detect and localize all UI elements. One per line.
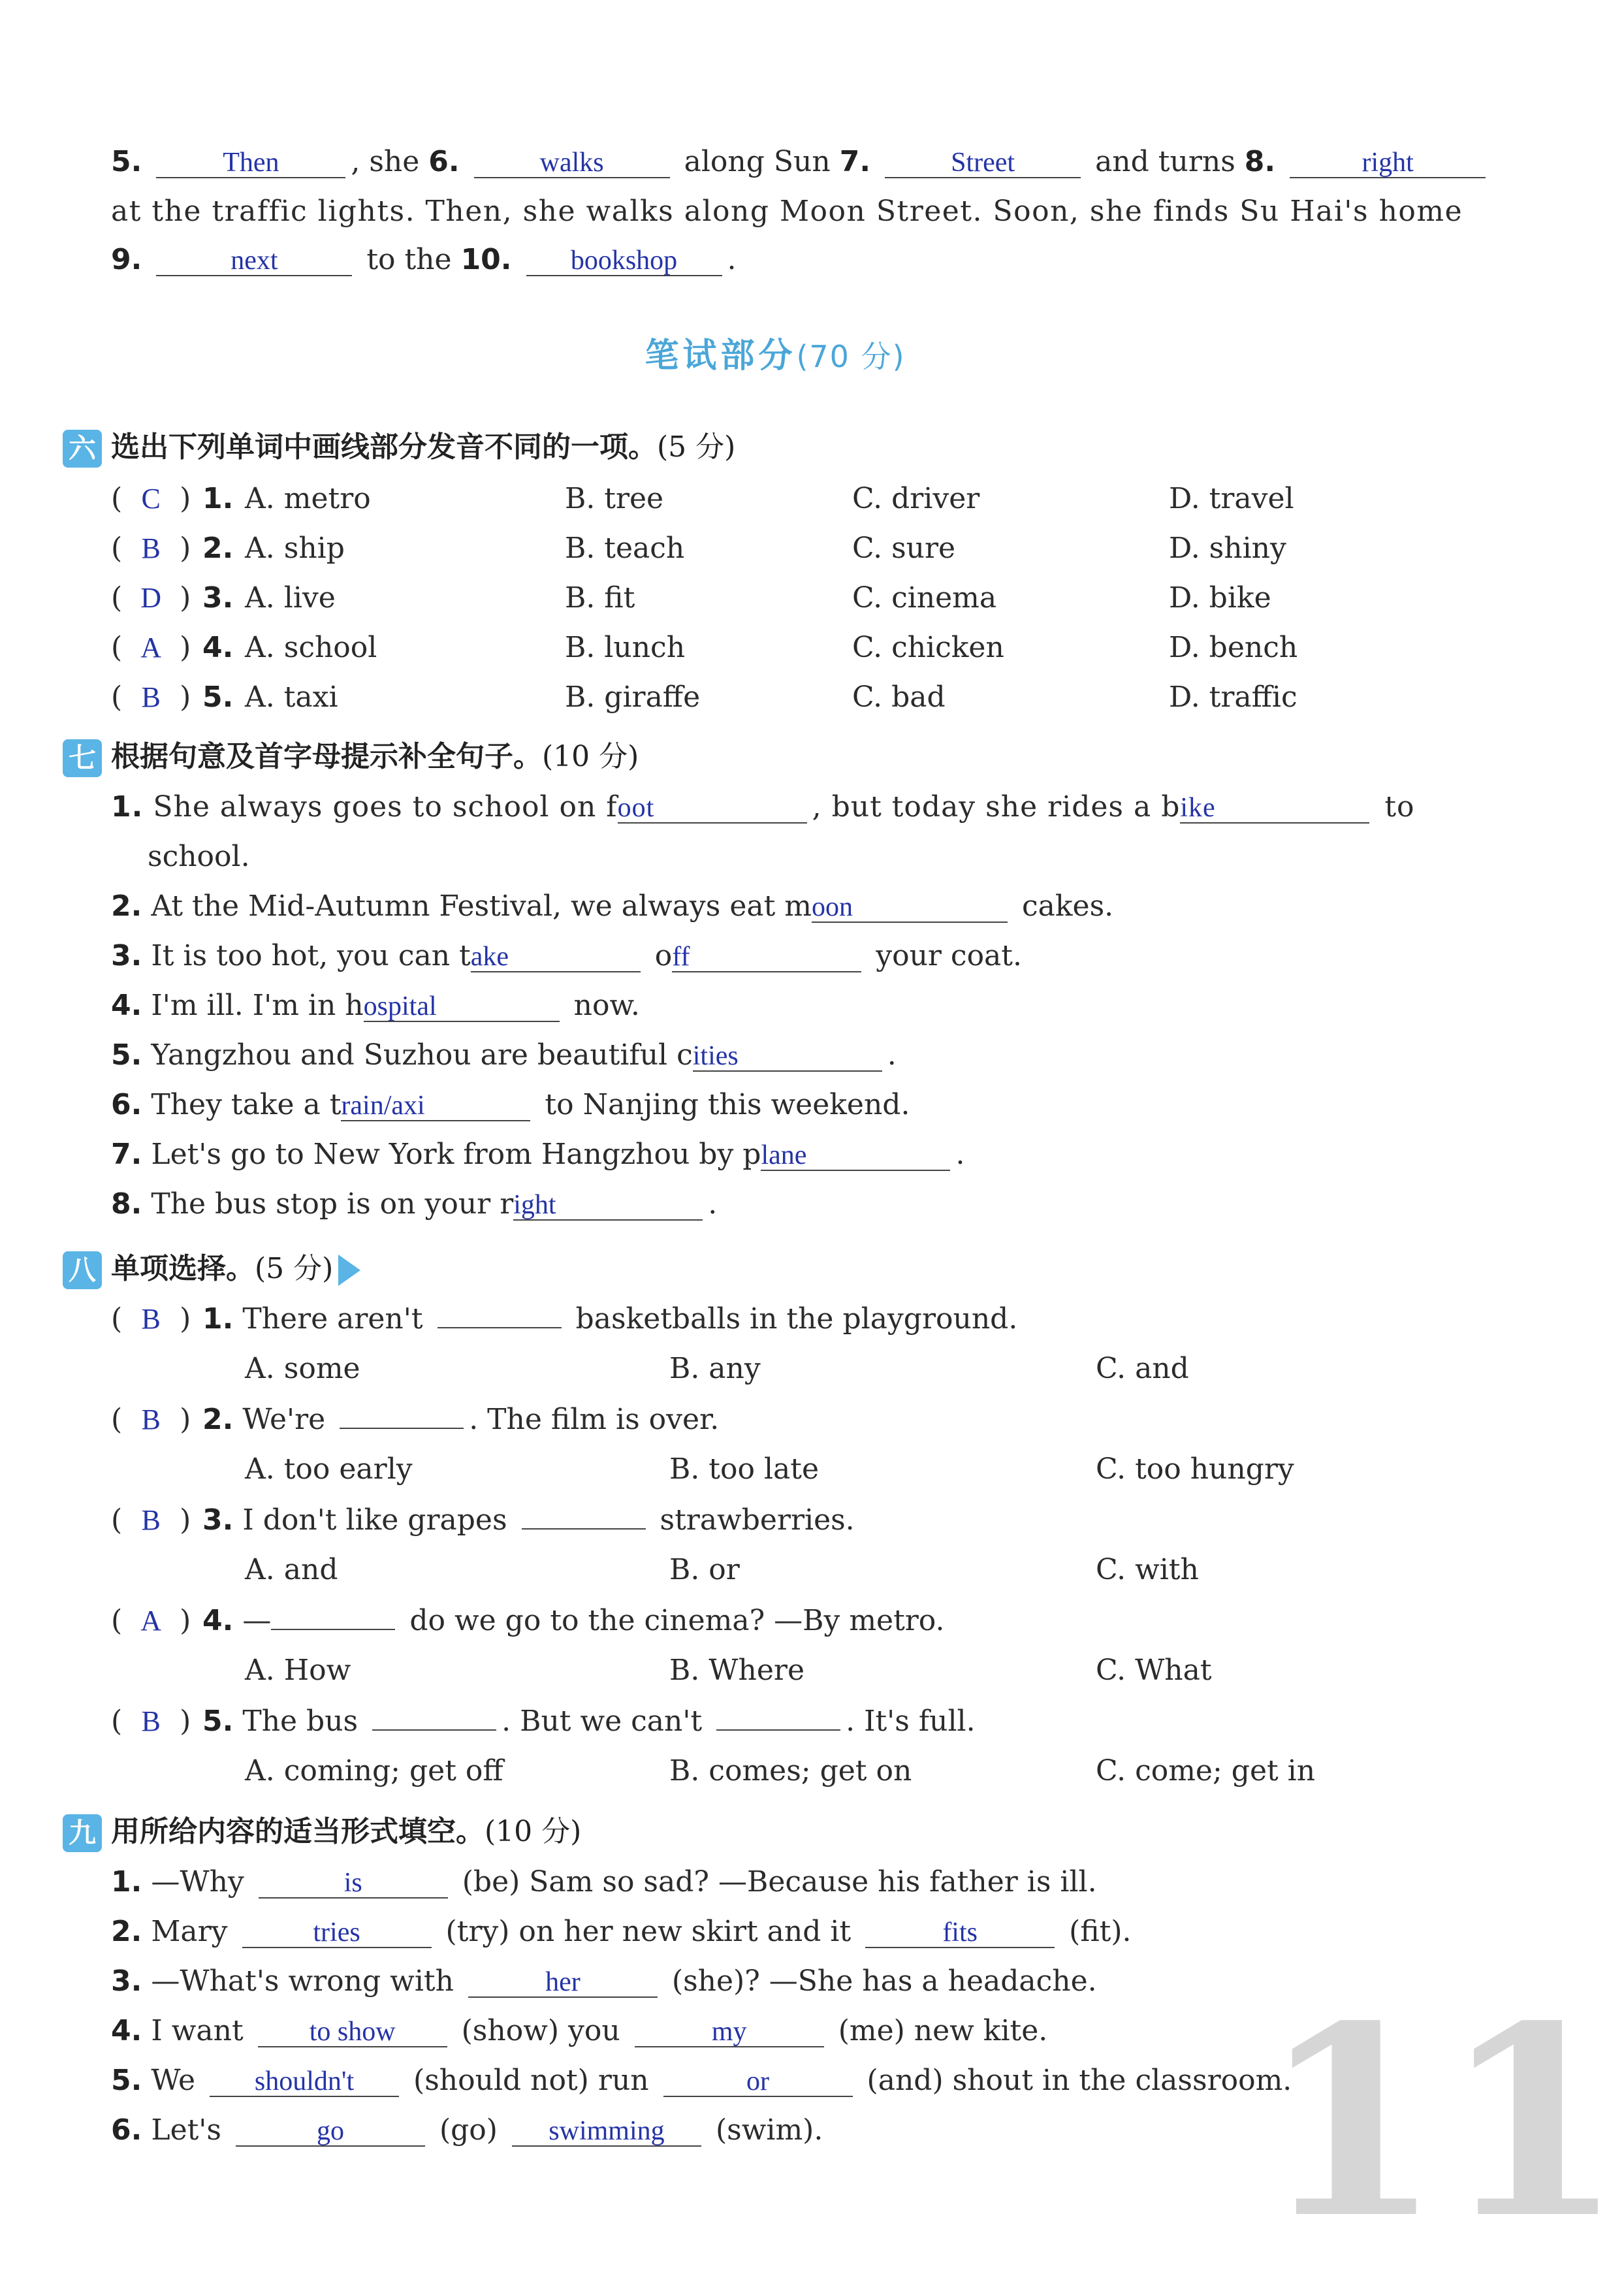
section-6-heading	[63, 423, 735, 468]
passage-text: .	[727, 243, 737, 276]
list-item: ( C ) 1.	[111, 482, 234, 515]
option-b: B. or	[669, 1553, 740, 1586]
question-text: (and) shout in the classroom.	[867, 2064, 1292, 2097]
answer-blank: my	[635, 2017, 824, 2047]
section-points: (5 分)	[657, 430, 736, 464]
passage-text: and turns	[1095, 145, 1235, 178]
answer-blank: swimming	[512, 2117, 701, 2147]
list-item	[111, 989, 640, 1022]
list-item: ( B ) 3. I don't like grapes strawberries.	[111, 1503, 855, 1537]
question-number: 4.	[202, 631, 234, 664]
question-text: now.	[573, 989, 640, 1022]
answer-blank: rain/axi	[341, 1091, 530, 1121]
answer-blank	[716, 1729, 840, 1731]
question-text: strawberries.	[660, 1503, 855, 1537]
question-continuation: school.	[148, 840, 250, 873]
page-number: 11	[1260, 1969, 1624, 2276]
answer-blank	[271, 1629, 395, 1630]
question-text: We're	[242, 1403, 326, 1436]
passage-line-2: at the traffic lights. Then, she walks along Moon Street. Soon, she finds Su Hai's home	[111, 195, 1463, 228]
answer-blank: Street	[885, 148, 1081, 178]
section-9-heading	[63, 1808, 581, 1852]
answer-blank: Then	[156, 148, 345, 178]
answer-blank: oon	[812, 893, 1008, 923]
list-item	[111, 790, 1415, 824]
question-number: 4.	[111, 989, 142, 1022]
question-number: 2.	[202, 532, 234, 565]
question-number: 5.	[202, 1705, 234, 1738]
section-8-heading	[63, 1245, 360, 1289]
answer-choice: B	[141, 1504, 161, 1536]
question-number: 5.	[111, 1038, 142, 1072]
question-number: 6.	[111, 1088, 142, 1121]
option-a: A. taxi	[245, 681, 338, 714]
question-text: (me) new kite.	[838, 2014, 1048, 2047]
list-item: ( B ) 5. The bus . But we can't . It's full.	[111, 1705, 976, 1738]
section-points: (70 分)	[796, 339, 906, 374]
option-b: B. any	[669, 1352, 761, 1385]
section-badge: 八	[63, 1251, 102, 1289]
answer-choice: B	[141, 532, 161, 564]
option-c: C. chicken	[852, 631, 1004, 664]
option-d: D. bike	[1169, 581, 1271, 615]
question-number: 5.	[202, 681, 234, 714]
question-number: 2.	[111, 1915, 142, 1948]
section-badge: 六	[63, 430, 102, 468]
answer-blank: her	[468, 1968, 658, 1998]
list-item	[111, 1138, 964, 1171]
option-b: B. fit	[565, 581, 635, 615]
option-b: B. comes; get on	[669, 1754, 912, 1787]
answer-choice: B	[141, 1303, 161, 1335]
list-item: ( A ) 4.	[111, 631, 234, 664]
question-number: 3.	[111, 1964, 142, 1998]
question-text: (swim).	[715, 2113, 823, 2147]
answer-blank: tries	[242, 1918, 432, 1948]
question-text: (should not) run	[413, 2064, 649, 2097]
answer-blank: go	[236, 2117, 425, 2147]
question-number: 1.	[111, 1865, 142, 1899]
option-c: C. too hungry	[1096, 1452, 1294, 1486]
option-c: C. What	[1096, 1654, 1212, 1687]
option-b: B. teach	[565, 532, 685, 565]
answer-blank: to show	[258, 2017, 447, 2047]
question-text: —	[242, 1604, 272, 1637]
question-text: . The film is over.	[469, 1403, 720, 1436]
option-d: D. travel	[1169, 482, 1294, 515]
written-section-title	[0, 328, 1550, 377]
passage-line-3	[111, 243, 737, 276]
answer-choice: A	[140, 1605, 162, 1637]
question-number: 2.	[202, 1403, 234, 1436]
answer-blank: ospital	[364, 992, 560, 1022]
question-text: .	[887, 1038, 897, 1072]
question-number: 5.	[111, 145, 142, 178]
option-b: B. giraffe	[565, 681, 701, 714]
question-text: It is too hot, you can t	[151, 939, 471, 972]
question-number: 6.	[428, 145, 460, 178]
question-text: to Nanjing this weekend.	[545, 1088, 910, 1121]
option-b: B. too late	[669, 1452, 819, 1486]
question-number: 2.	[111, 890, 142, 923]
passage-text: to the	[366, 243, 452, 276]
section-badge: 九	[63, 1814, 102, 1852]
answer-blank: ight	[513, 1191, 703, 1221]
question-text: I don't like grapes	[242, 1503, 507, 1537]
list-item: ( B ) 1. There aren't basketballs in the playground.	[111, 1302, 1018, 1336]
question-text: They take a t	[151, 1088, 342, 1121]
question-number: 3.	[111, 939, 142, 972]
question-text: . But we can't	[502, 1705, 703, 1738]
section-title: 单项选择。	[111, 1252, 255, 1285]
question-text: (fit).	[1069, 1915, 1132, 1948]
question-number: 3.	[202, 1503, 234, 1537]
answer-blank: oot	[618, 793, 807, 824]
question-text: o	[654, 939, 673, 972]
question-text: . It's full.	[846, 1705, 976, 1738]
option-c: C. driver	[852, 482, 980, 515]
answer-blank	[372, 1729, 496, 1731]
section-title-text: 笔试部分	[645, 336, 797, 376]
section-points: (10 分)	[485, 1815, 582, 1848]
section-title: 用所给内容的适当形式填空。	[111, 1815, 485, 1848]
answer-choice: D	[140, 582, 162, 614]
question-text: (be) Sam so sad? —Because his father is ill.	[462, 1865, 1097, 1899]
question-text: basketballs in the playground.	[575, 1302, 1018, 1336]
option-a: A. metro	[245, 482, 371, 515]
question-number: 10.	[460, 243, 512, 276]
option-c: C. bad	[852, 681, 946, 714]
question-text: The bus	[242, 1705, 358, 1738]
list-item	[111, 1915, 1132, 1948]
section-title: 选出下列单词中画线部分发音不同的一项。	[111, 430, 657, 464]
question-text: (try) on her new skirt and it	[445, 1915, 852, 1948]
option-a: A. some	[245, 1352, 360, 1385]
question-text: Yangzhou and Suzhou are beautiful c	[151, 1038, 693, 1072]
answer-blank: ff	[672, 942, 861, 972]
option-d: D. bench	[1169, 631, 1298, 664]
list-item: ( B ) 5.	[111, 681, 234, 714]
list-item	[111, 1088, 910, 1121]
question-text: Let's	[151, 2113, 221, 2147]
option-c: C. cinema	[852, 581, 997, 615]
answer-choice: B	[141, 1403, 161, 1435]
answer-choice: A	[140, 632, 162, 664]
answer-blank	[522, 1528, 646, 1530]
answer-blank: next	[156, 246, 352, 276]
passage-text: along Sun	[684, 145, 831, 178]
answer-choice: C	[141, 483, 161, 515]
answer-blank: ities	[693, 1042, 882, 1072]
question-text: We	[151, 2064, 196, 2097]
section-7-heading	[63, 733, 639, 777]
option-a: A. coming; get off	[245, 1754, 503, 1787]
question-text: She always goes to school on f	[153, 790, 618, 824]
question-text: —Why	[151, 1865, 244, 1899]
list-item	[111, 2113, 823, 2147]
question-text: (she)? —She has a headache.	[671, 1964, 1097, 1998]
option-a: A. live	[245, 581, 336, 615]
section-badge: 七	[63, 739, 102, 777]
option-d: D. shiny	[1169, 532, 1286, 565]
list-item	[111, 890, 1113, 923]
question-number: 4.	[111, 2014, 142, 2047]
answer-choice: B	[141, 1705, 161, 1737]
section-points: (5 分)	[255, 1252, 334, 1285]
option-c: C. and	[1096, 1352, 1189, 1385]
option-a: A. How	[245, 1654, 351, 1687]
option-b: B. tree	[565, 482, 664, 515]
question-text: Mary	[151, 1915, 228, 1948]
answer-choice: B	[141, 681, 161, 713]
list-item	[111, 1038, 897, 1072]
question-text: (go)	[439, 2113, 498, 2147]
play-icon[interactable]	[338, 1255, 360, 1286]
list-item	[111, 2064, 1292, 2097]
question-text: .	[708, 1187, 718, 1221]
answer-blank	[438, 1327, 562, 1328]
option-d: D. traffic	[1169, 681, 1298, 714]
list-item: ( B ) 2. We're . The film is over.	[111, 1403, 720, 1436]
answer-blank: ike	[1180, 793, 1369, 824]
question-text: to	[1384, 790, 1415, 824]
answer-blank: shouldn't	[210, 2067, 399, 2097]
question-number: 8.	[1244, 145, 1276, 178]
question-text: cakes.	[1022, 890, 1114, 923]
list-item: ( A ) 4. — do we go to the cinema? —By metro.	[111, 1604, 945, 1637]
answer-blank: fits	[865, 1918, 1055, 1948]
question-number: 8.	[111, 1187, 142, 1221]
question-number: 1.	[111, 790, 144, 824]
answer-blank: ake	[471, 942, 641, 972]
answer-blank	[340, 1428, 464, 1429]
question-number: 7.	[111, 1138, 142, 1171]
section-title: 根据句意及首字母提示补全句子。	[111, 740, 542, 773]
option-c: C. sure	[852, 532, 956, 565]
list-item	[111, 1964, 1097, 1998]
question-number: 7.	[839, 145, 871, 178]
option-a: A. and	[245, 1553, 338, 1586]
question-number: 3.	[202, 581, 234, 615]
question-number: 1.	[202, 1302, 234, 1336]
question-text: your coat.	[876, 939, 1022, 972]
question-number: 1.	[202, 482, 234, 515]
answer-blank: walks	[474, 148, 670, 178]
option-c: C. come; get in	[1096, 1754, 1316, 1787]
list-item: ( D ) 3.	[111, 581, 234, 615]
option-c: C. with	[1096, 1553, 1199, 1586]
question-number: 9.	[111, 243, 142, 276]
question-text: .	[955, 1138, 965, 1171]
option-b: B. lunch	[565, 631, 686, 664]
question-text: do we go to the cinema? —By metro.	[409, 1604, 945, 1637]
passage-text: , she	[351, 145, 420, 178]
list-item: ( B ) 2.	[111, 532, 234, 565]
question-text: —What's wrong with	[151, 1964, 454, 1998]
option-b: B. Where	[669, 1654, 804, 1687]
question-number: 6.	[111, 2113, 142, 2147]
list-item	[111, 1865, 1097, 1899]
option-a: A. school	[245, 631, 377, 664]
answer-blank: or	[663, 2067, 853, 2097]
option-a: A. ship	[245, 532, 345, 565]
question-text: Let's go to New York from Hangzhou by p	[151, 1138, 761, 1171]
question-text: I want	[151, 2014, 244, 2047]
question-text: , but today she rides a b	[812, 790, 1181, 824]
question-number: 4.	[202, 1604, 234, 1637]
list-item	[111, 2014, 1047, 2047]
question-text: I'm ill. I'm in h	[151, 989, 364, 1022]
passage-line-1	[111, 145, 1491, 178]
question-text: There aren't	[242, 1302, 423, 1336]
question-text: (show) you	[461, 2014, 620, 2047]
list-item	[111, 1187, 717, 1221]
answer-blank: lane	[761, 1141, 950, 1171]
option-a: A. too early	[245, 1452, 413, 1486]
answer-blank: bookshop	[526, 246, 722, 276]
section-points: (10 分)	[542, 740, 639, 773]
question-text: At the Mid-Autumn Festival, we always eat m	[151, 890, 812, 923]
answer-blank: right	[1290, 148, 1486, 178]
question-text: The bus stop is on your r	[151, 1187, 514, 1221]
answer-blank: is	[259, 1868, 448, 1899]
question-number: 5.	[111, 2064, 142, 2097]
list-item	[111, 939, 1022, 972]
